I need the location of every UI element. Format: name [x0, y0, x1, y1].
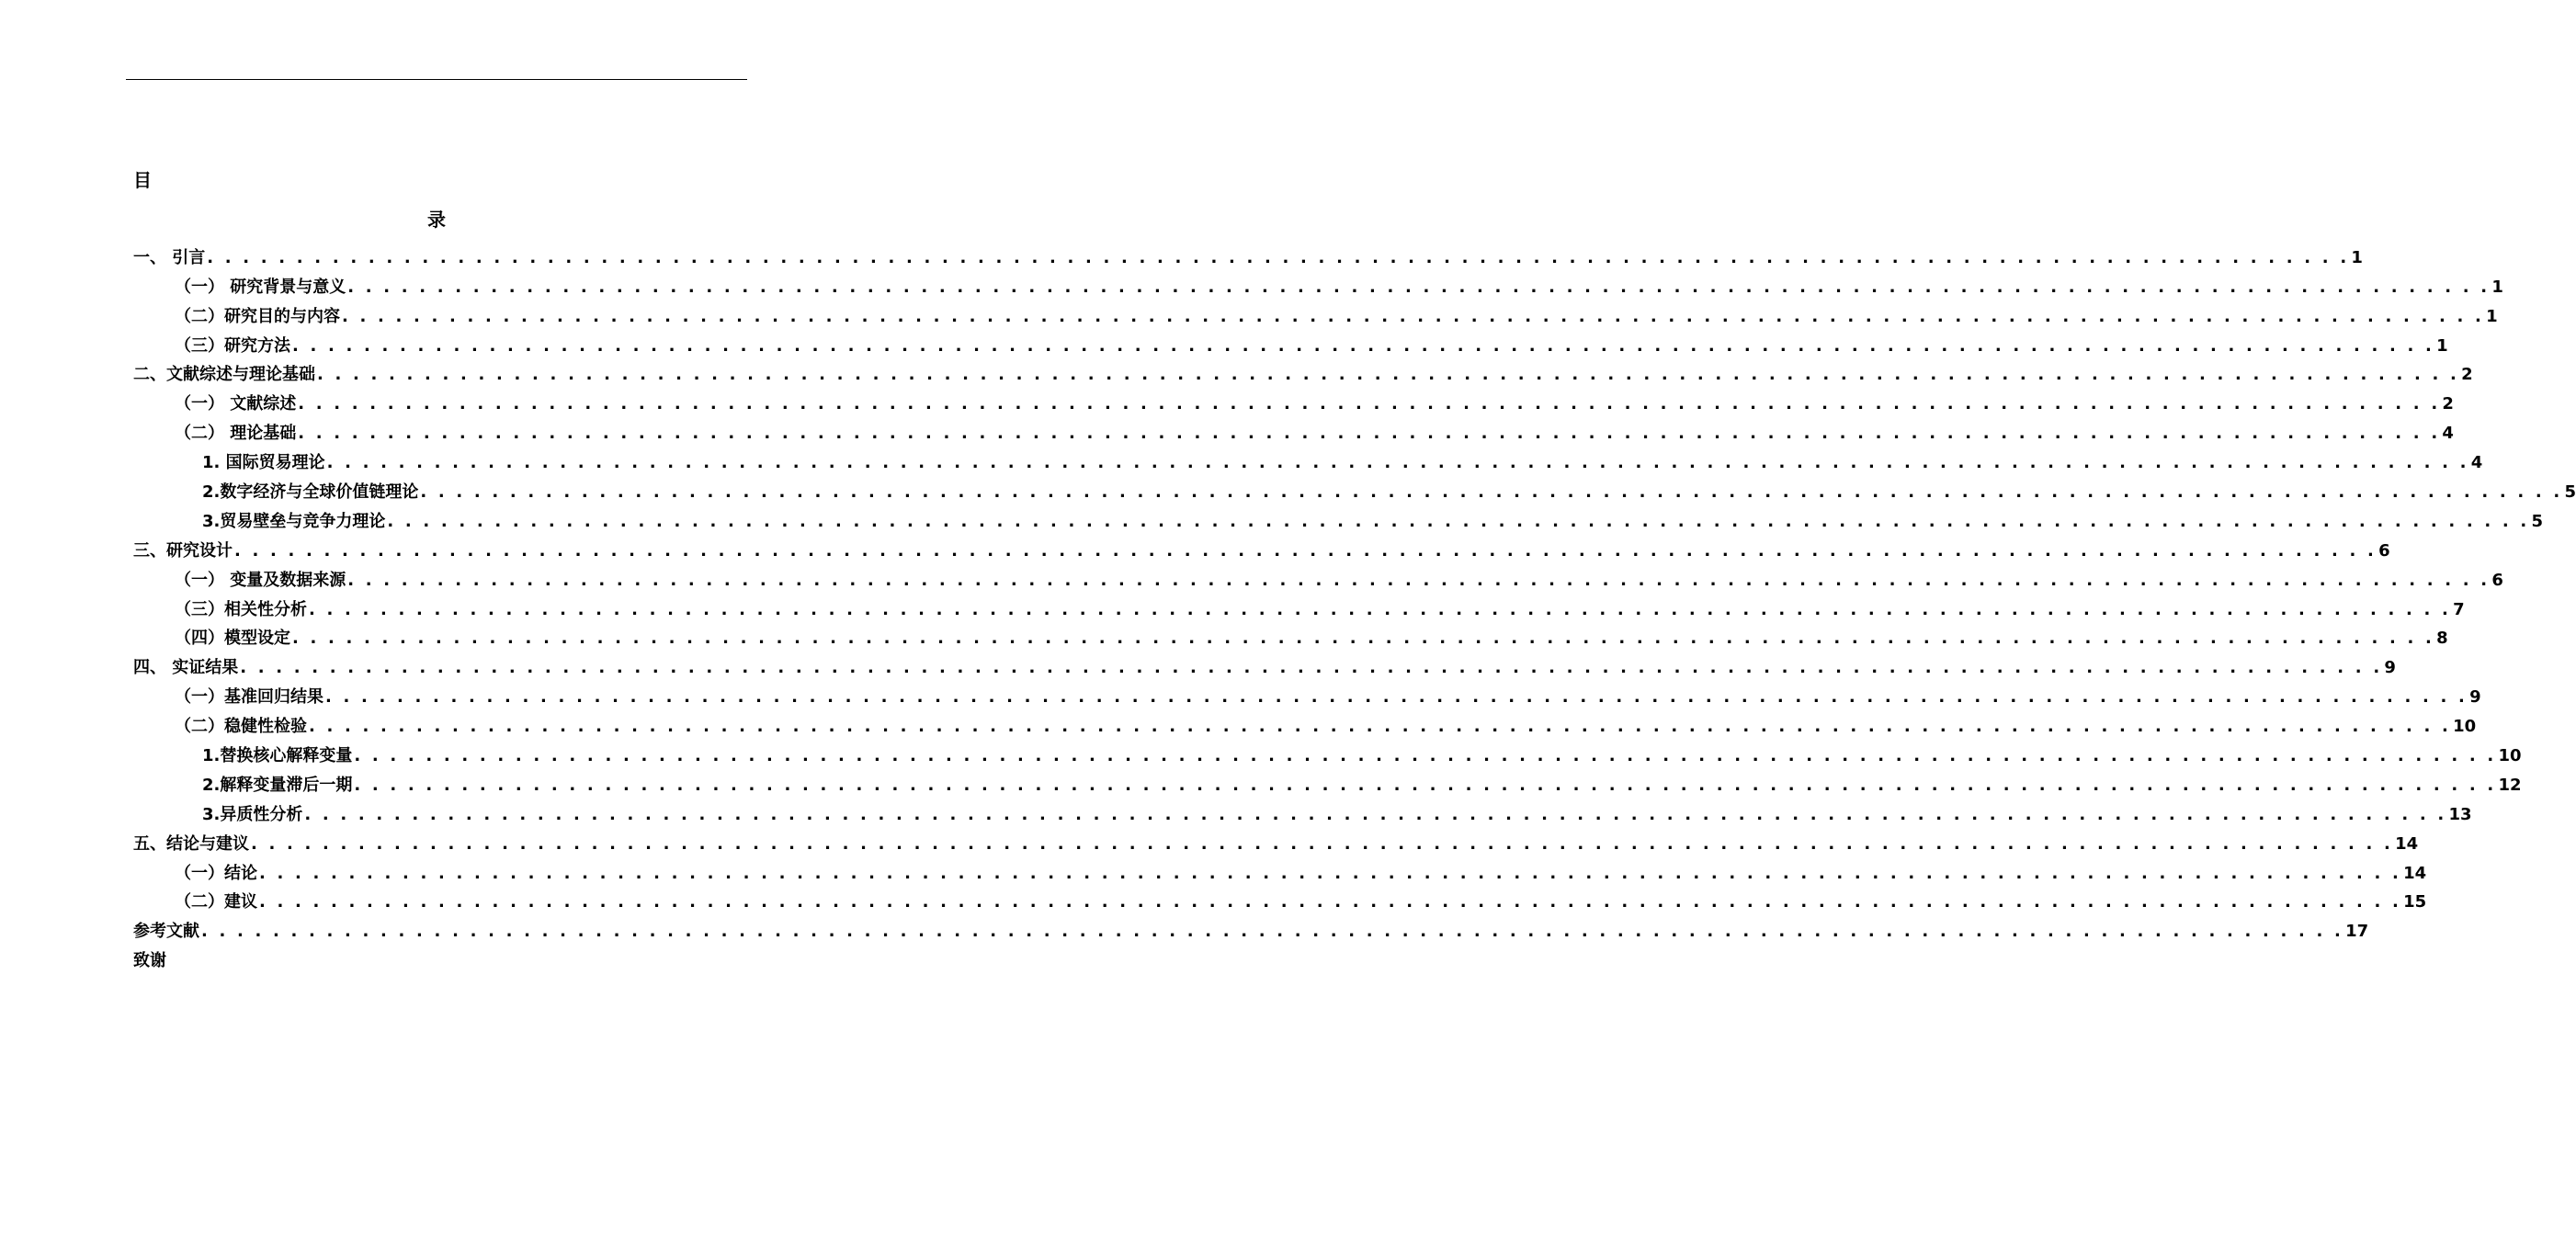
toc-entry[interactable]	[133, 563, 2503, 593]
toc-entry-page: 1	[2436, 335, 2448, 356]
toc-entry-title: （一） 研究背景与意义	[175, 277, 346, 297]
toc-entry-title: （二）研究目的与内容	[175, 306, 340, 326]
toc-leader-dots: . . . . . . . . . . . . . . . . . . . . . . . . . . . . . . . . . . . . . . . . . . . . . . . . . . . . . . . . . . . . . . . . . . . . . . . . . . . . . . . . . . . . . . . . . . . . . . . . . . . . . . . . . . . . . . . . . . . . . . . .	[207, 247, 2350, 267]
header-rule	[126, 79, 747, 80]
toc-entry-page: 4	[2470, 453, 2483, 473]
toc-entry-title: （三）研究方法	[175, 335, 290, 356]
toc-entry-page: 4	[2442, 424, 2454, 444]
toc-entry-page: 14	[2403, 863, 2427, 883]
toc-entry[interactable]	[133, 358, 2473, 388]
toc-entry-page: 8	[2436, 629, 2448, 649]
toc-entry[interactable]	[133, 856, 2427, 886]
toc-title-second-char: 录	[427, 209, 446, 231]
toc-entry-page: 14	[2395, 833, 2419, 854]
toc-leader-dots: . . . . . . . . . . . . . . . . . . . . . . . . . . . . . . . . . . . . . . . . . . . . . . . . . . . . . . . . . . . . . . . . . . . . . . . . . . . . . . . . . . . . . . . . . . . . . . . . . . . . . . . . . . . . . . . . . . . . . . . .	[347, 277, 2491, 297]
table-of-contents	[133, 241, 2576, 973]
toc-entry[interactable]	[133, 475, 2576, 504]
toc-entry[interactable]	[133, 914, 2369, 944]
toc-leader-dots: . . . . . . . . . . . . . . . . . . . . . . . . . . . . . . . . . . . . . . . . . . . . . . . . . . . . . . . . . . . . . . . . . . . . . . . . . . . . . . . . . . . . . . . . . . . . . . . . . . . . . . . . . . . . . . . . . . . . . . . .	[292, 629, 2435, 649]
toc-title-first-char: 目	[133, 169, 152, 191]
toc-entry-page: 1	[2351, 247, 2363, 267]
toc-entry[interactable]	[133, 827, 2419, 856]
toc-leader-dots: . . . . . . . . . . . . . . . . . . . . . . . . . . . . . . . . . . . . . . . . . . . . . . . . . . . . . . . . . . . . . . . . . . . . . . . . . . . . . . . . . . . . . . . . . . . . . . . . . . . . . . . . . . . . . . . . . . . . . . . .	[259, 863, 2402, 883]
toc-entry[interactable]	[133, 329, 2448, 358]
toc-leader-dots: . . . . . . . . . . . . . . . . . . . . . . . . . . . . . . . . . . . . . . . . . . . . . . . . . . . . . . . . . . . . . . . . . . . . . . . . . . . . . . . . . . . . . . . . . . . . . . . . . . . . . . . . . . . . . . . . . . . . . . . .	[292, 335, 2435, 356]
toc-entry[interactable]	[133, 387, 2454, 416]
toc-entry[interactable]	[133, 241, 2363, 270]
toc-entry[interactable]	[133, 768, 2522, 798]
toc-entry-title: 参考文献	[133, 922, 199, 942]
toc-leader-dots: . . . . . . . . . . . . . . . . . . . . . . . . . . . . . . . . . . . . . . . . . . . . . . . . . . . . . . . . . . . . . . . . . . . . . . . . . . . . . . . . . . . . . . . . . . . . . . . . . . . . . . . . . . . . . . . . . . . . . . . .	[234, 540, 2377, 561]
toc-entry-page: 2	[2442, 394, 2454, 414]
toc-entry-title: （二） 理论基础	[175, 424, 297, 444]
toc-entry-title: （二）建议	[175, 892, 257, 912]
toc-entry-title: 三、研究设计	[133, 540, 233, 561]
toc-leader-dots: . . . . . . . . . . . . . . . . . . . . . . . . . . . . . . . . . . . . . . . . . . . . . . . . . . . . . . . . . . . . . . . . . . . . . . . . . . . . . . . . . . . . . . . . . . . . . . . . . . . . . . . . . . . . . . . . . . . . . . . .	[309, 599, 2452, 619]
toc-entry-title: 3.贸易壁垒与竞争力理论	[202, 511, 386, 531]
toc-entry[interactable]	[133, 886, 2427, 915]
toc-entry[interactable]	[133, 680, 2481, 709]
toc-entry[interactable]	[133, 709, 2477, 739]
toc-leader-dots: . . . . . . . . . . . . . . . . . . . . . . . . . . . . . . . . . . . . . . . . . . . . . . . . . . . . . . . . . . . . . . . . . . . . . . . . . . . . . . . . . . . . . . . . . . . . . . . . . . . . . . . . . . . . . . . . . . . . . . . .	[298, 424, 2441, 444]
toc-leader-dots: . . . . . . . . . . . . . . . . . . . . . . . . . . . . . . . . . . . . . . . . . . . . . . . . . . . . . . . . . . . . . . . . . . . . . . . . . . . . . . . . . . . . . . . . . . . . . . . . . . . . . . . . . . . . . . . . . . . . . . . .	[251, 833, 2394, 854]
toc-entry-title: 1.替换核心解释变量	[202, 746, 353, 766]
toc-entry[interactable]	[133, 593, 2465, 622]
toc-entry-title: （一） 文献综述	[175, 394, 297, 414]
toc-leader-dots: . . . . . . . . . . . . . . . . . . . . . . . . . . . . . . . . . . . . . . . . . . . . . . . . . . . . . . . . . . . . . . . . . . . . . . . . . . . . . . . . . . . . . . . . . . . . . . . . . . . . . . . . . . . . . . . . . . . . . . . .	[317, 365, 2460, 385]
toc-entry-page: 17	[2345, 922, 2369, 942]
toc-entry[interactable]	[133, 622, 2448, 651]
toc-leader-dots: . . . . . . . . . . . . . . . . . . . . . . . . . . . . . . . . . . . . . . . . . . . . . . . . . . . . . . . . . . . . . . . . . . . . . . . . . . . . . . . . . . . . . . . . . . . . . . . . . . . . . . . . . . . . . . . . . . . . . . . .	[387, 511, 2530, 531]
toc-leader-dots: . . . . . . . . . . . . . . . . . . . . . . . . . . . . . . . . . . . . . . . . . . . . . . . . . . . . . . . . . . . . . . . . . . . . . . . . . . . . . . . . . . . . . . . . . . . . . . . . . . . . . . . . . . . . . . . . . . . . . . . .	[354, 775, 2497, 795]
toc-entry-title: 3.异质性分析	[202, 804, 303, 824]
toc-entry-title: （一）基准回归结果	[175, 687, 323, 708]
toc-leader-dots: . . . . . . . . . . . . . . . . . . . . . . . . . . . . . . . . . . . . . . . . . . . . . . . . . . . . . . . . . . . . . . . . . . . . . . . . . . . . . . . . . . . . . . . . . . . . . . . . . . . . . . . . . . . . . . . . . . . . . . . .	[309, 717, 2452, 737]
toc-entry-page: 6	[2378, 540, 2390, 561]
toc-entry[interactable]	[133, 416, 2454, 446]
toc-entry-page: 12	[2498, 775, 2522, 795]
toc-entry-page: 15	[2403, 892, 2427, 912]
toc-entry-page: 10	[2498, 746, 2522, 766]
toc-entry-page: 7	[2453, 599, 2465, 619]
toc-leader-dots: . . . . . . . . . . . . . . . . . . . . . . . . . . . . . . . . . . . . . . . . . . . . . . . . . . . . . . . . . . . . . . . . . . . . . . . . . . . . . . . . . . . . . . . . . . . . . . . . . . . . . . . . . . . . . . . . . . . . . . . .	[304, 804, 2447, 824]
toc-entry[interactable]	[133, 651, 2396, 680]
toc-entry-title: 致谢	[133, 951, 166, 971]
toc-entry-title: （三）相关性分析	[175, 599, 307, 619]
toc-entry-title: （一）结论	[175, 863, 257, 883]
toc-entry[interactable]	[133, 300, 2498, 329]
toc-entry[interactable]	[133, 270, 2503, 300]
toc-entry[interactable]	[133, 739, 2522, 768]
toc-entry-title: 2.解释变量滞后一期	[202, 775, 353, 795]
toc-leader-dots: . . . . . . . . . . . . . . . . . . . . . . . . . . . . . . . . . . . . . . . . . . . . . . . . . . . . . . . . . . . . . . . . . . . . . . . . . . . . . . . . . . . . . . . . . . . . . . . . . . . . . . . . . . . . . . . . . . . . . . . .	[326, 453, 2469, 473]
toc-entry[interactable]	[133, 534, 2390, 563]
toc-entry-title: 一、 引言	[133, 247, 206, 267]
toc-entry-page: 5	[2564, 482, 2576, 503]
toc-leader-dots: . . . . . . . . . . . . . . . . . . . . . . . . . . . . . . . . . . . . . . . . . . . . . . . . . . . . . . . . . . . . . . . . . . . . . . . . . . . . . . . . . . . . . . . . . . . . . . . . . . . . . . . . . . . . . . . . . . . . . . . .	[325, 687, 2468, 708]
toc-leader-dots: . . . . . . . . . . . . . . . . . . . . . . . . . . . . . . . . . . . . . . . . . . . . . . . . . . . . . . . . . . . . . . . . . . . . . . . . . . . . . . . . . . . . . . . . . . . . . . . . . . . . . . . . . . . . . . . . . . . . . . . .	[240, 658, 2383, 678]
toc-entry[interactable]	[133, 798, 2472, 827]
toc-entry[interactable]	[133, 446, 2483, 475]
toc-entry-title: （一） 变量及数据来源	[175, 570, 346, 590]
toc-entry-title: 1. 国际贸易理论	[202, 453, 325, 473]
toc-entry[interactable]	[133, 944, 743, 973]
toc-entry-title: 二、文献综述与理论基础	[133, 365, 315, 385]
toc-leader-dots: . . . . . . . . . . . . . . . . . . . . . . . . . . . . . . . . . . . . . . . . . . . . . . . . . . . . . . . . . . . . . . . . . . . . . . . . . . . . . . . . . . . . . . . . . . . . . . . . . . . . . . . . . . . . . . . . . . . . . . . .	[342, 306, 2485, 326]
toc-entry[interactable]	[133, 504, 2543, 534]
toc-entry-title: 五、结论与建议	[133, 833, 249, 854]
toc-entry-page: 2	[2461, 365, 2473, 385]
toc-leader-dots: . . . . . . . . . . . . . . . . . . . . . . . . . . . . . . . . . . . . . . . . . . . . . . . . . . . . . . . . . . . . . . . . . . . . . . . . . . . . . . . . . . . . . . . . . . . . . . . . . . . . . . . . . . . . . . . . . . . . . . . .	[354, 746, 2497, 766]
toc-leader-dots: . . . . . . . . . . . . . . . . . . . . . . . . . . . . . . . . . . . . . . . . . . . . . . . . . . . . . . . . . . . . . . . . . . . . . . . . . . . . . . . . . . . . . . . . . . . . . . . . . . . . . . . . . . . . . . . . . . . . . . . .	[201, 922, 2344, 942]
toc-entry-page: 9	[2384, 658, 2396, 678]
toc-leader-dots: . . . . . . . . . . . . . . . . . . . . . . . . . . . . . . . . . . . . . . . . . . . . . . . . . . . . . . . . . . . . . . . . . . . . . . . . . . . . . . . . . . . . . . . . . . . . . . . . . . . . . . . . . . . . . . . . . . . . . . . .	[347, 570, 2491, 590]
toc-leader-dots: . . . . . . . . . . . . . . . . . . . . . . . . . . . . . . . . . . . . . . . . . . . . . . . . . . . . . . . . . . . . . . . . . . . . . . . . . . . . . . . . . . . . . . . . . . . . . . . . . . . . . . . . . . . . . . . . . . . . . . . .	[298, 394, 2441, 414]
toc-entry-title: 2.数字经济与全球价值链理论	[202, 482, 419, 503]
toc-entry-page: 10	[2453, 717, 2477, 737]
toc-entry-page: 6	[2491, 570, 2503, 590]
toc-entry-page: 1	[2491, 277, 2503, 297]
toc-entry-title: （二）稳健性检验	[175, 717, 307, 737]
toc-entry-page: 1	[2486, 306, 2498, 326]
toc-entry-page: 5	[2531, 511, 2543, 531]
toc-entry-page: 9	[2469, 687, 2481, 708]
toc-entry-title: （四）模型设定	[175, 629, 290, 649]
toc-entry-page: 13	[2448, 804, 2472, 824]
toc-leader-dots: . . . . . . . . . . . . . . . . . . . . . . . . . . . . . . . . . . . . . . . . . . . . . . . . . . . . . . . . . . . . . . . . . . . . . . . . . . . . . . . . . . . . . . . . . . . . . . . . . . . . . . . . . . . . . . . . . . . . . . . .	[259, 892, 2402, 912]
toc-entry-title: 四、 实证结果	[133, 658, 239, 678]
toc-leader-dots: . . . . . . . . . . . . . . . . . . . . . . . . . . . . . . . . . . . . . . . . . . . . . . . . . . . . . . . . . . . . . . . . . . . . . . . . . . . . . . . . . . . . . . . . . . . . . . . . . . . . . . . . . . . . . . . . . . . . . . . .	[420, 482, 2563, 503]
